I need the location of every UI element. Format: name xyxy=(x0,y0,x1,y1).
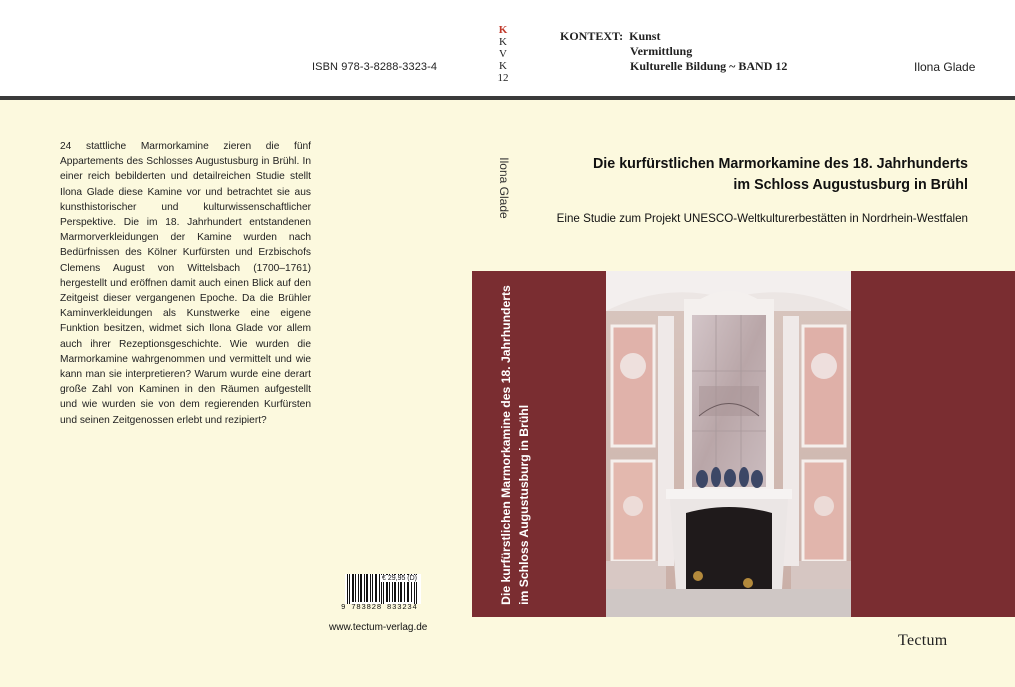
price-label: € 29,95 (D) xyxy=(382,575,418,582)
series-label: KONTEXT: xyxy=(560,29,624,43)
spine-author xyxy=(484,158,524,218)
spine-letter-3: V xyxy=(499,48,507,60)
barcode-number: 9 783828 833234 xyxy=(341,604,418,612)
spine-letter-2: K xyxy=(499,36,507,48)
spine-letter-4: K xyxy=(499,60,507,72)
spine-series-letters xyxy=(493,24,513,84)
front-subtitle: Eine Studie zum Projekt UNESCO-Weltkulturerbestätten in Nordrhein-Westfalen xyxy=(556,212,968,225)
publisher-website: www.tectum-verlag.de xyxy=(329,622,428,633)
cover-photo-fireplace xyxy=(606,271,851,617)
spine-title-line-2: im Schloss Augustusburg in Brühl xyxy=(517,404,531,605)
front-author: Ilona Glade xyxy=(914,60,976,74)
front-title-line-2: im Schloss Augustusburg in Brühl xyxy=(733,177,968,193)
front-title-line-1: Die kurfürstlichen Marmorkamine des 18. Jahrhunderts xyxy=(592,156,968,172)
isbn-label: ISBN 978-3-8288-3323-4 xyxy=(312,61,438,73)
front-title xyxy=(540,154,968,196)
series-line-1: Kunst xyxy=(629,29,661,43)
series-block xyxy=(560,29,787,74)
spine-band-number: 12 xyxy=(497,72,509,84)
spine-title-line-1: Die kurfürstlichen Marmorkamine des 18. Jahrhunderts xyxy=(499,285,513,605)
publisher-name: Tectum xyxy=(898,632,948,649)
back-cover-blurb: 24 stattliche Marmorkamine zieren die fünf Appartements des Schlosses Augustusburg in Brühl. In einer reich bebilderten und detailreichen Studie stellt Ilona Glade diese Kamine vor und betrachtet sie aus kunsthistorischer und kulturwissenschaftlicher Perspektive. Die im 18. Jahrhundert entstandenen Marmorverkleidungen der Kamine wurden nach Bedürfnissen des Kölner Kurfürsten und Erzbischofs Clemens August von Wittelsbach (1700–1761) hergestellt und eröffnen damit auch einen Blick auf den Zeitgeist dieser vergangenen Epoche. Da die Brühler Kaminverkleidungen als Kunstwerke eine eigene Funktion besitzen, widmet sich Ilona Glade vor allem auch ihrer Rezeptionsgeschichte. Wie wurden die Marmorkamine wahrgenommen und vermittelt und wie kann man sie interpretieren? Warum wurde eine derart große Zahl von Kaminen in den Räumen aufgestellt und wie wurden sie von dem regierenden Kurfürsten und seinen Zeitgenossen erlebt und rezipiert? xyxy=(60,141,311,426)
spine-letter-1: K xyxy=(498,24,508,36)
spine-title xyxy=(474,280,556,610)
series-line-3: Kulturelle Bildung ~ BAND 12 xyxy=(630,59,788,73)
spine-author-text: Ilona Glade xyxy=(497,157,511,219)
series-line-2: Vermittlung xyxy=(630,44,693,58)
